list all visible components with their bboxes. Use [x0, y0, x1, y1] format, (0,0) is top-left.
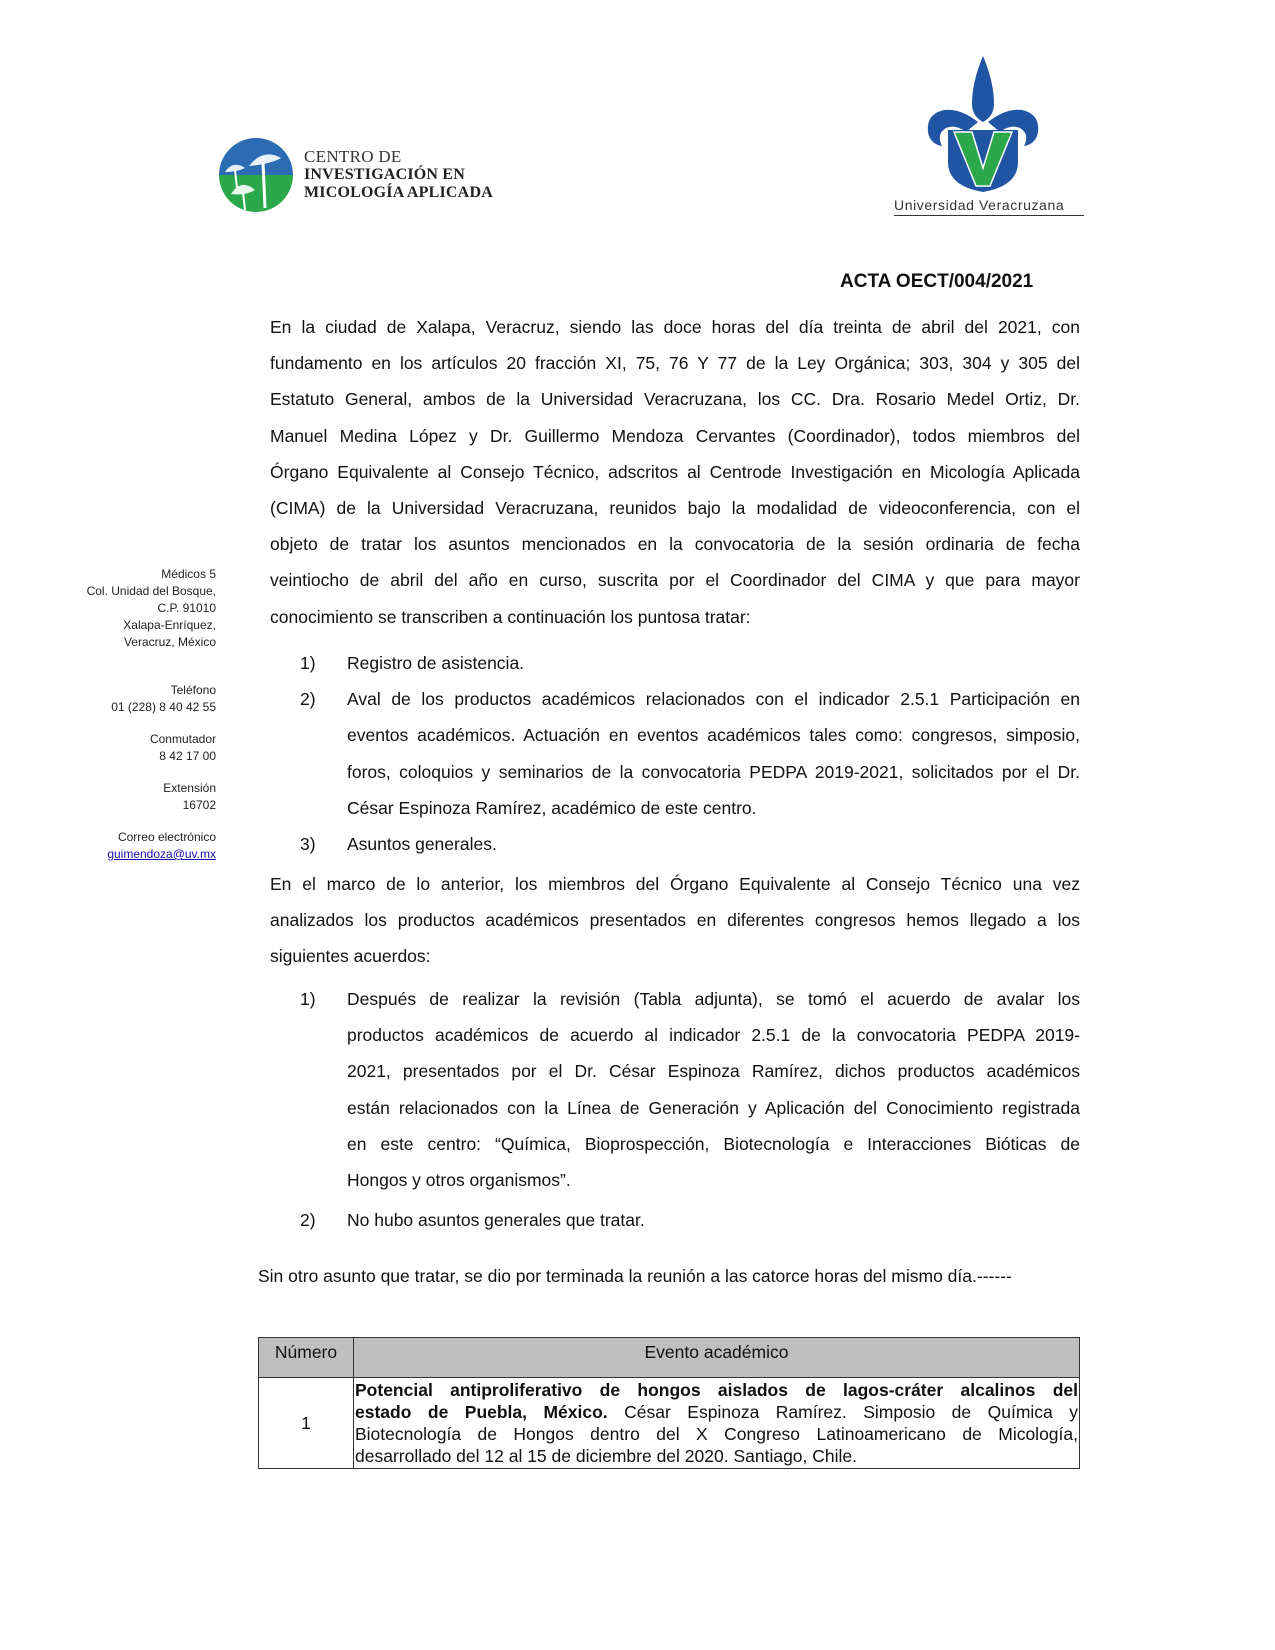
event-detail-line: Biotecnología de Hongos dentro del X Congreso Latinoamericano de Micología,	[355, 1424, 1078, 1444]
column-header-event: Evento académico	[354, 1338, 1080, 1378]
text-line: Aval de los productos académicos relacionados con el indicador 2.5.1 Participación en	[347, 689, 1080, 710]
text-line: Manuel Medina López y Dr. Guillermo Mendoza Cervantes (Coordinador), todos miembros del	[270, 425, 1080, 446]
agreements-list	[300, 981, 1080, 1238]
text-line: Órgano Equivalente al Consejo Técnico, adscritos al Centrode Investigación en Micología Aplicada	[270, 461, 1080, 482]
academic-events-table	[258, 1337, 1080, 1469]
text-line: analizados los productos académicos presentados en diferentes congresos hemos llegado a los	[270, 910, 1080, 931]
fleur-de-lis-icon	[880, 52, 1085, 192]
address-line: C.P. 91010	[157, 601, 216, 615]
text-line: veintiocho de abril del año en curso, suscrita por el Coordinador del CIMA y que para mayor	[270, 570, 1080, 591]
table-row	[259, 1378, 1080, 1469]
email-link[interactable]: guimendoza@uv.mx	[107, 847, 216, 861]
extension-value: 16702	[182, 798, 216, 812]
address-block	[60, 566, 216, 651]
email-block	[60, 829, 216, 863]
mushroom-logo-icon	[219, 138, 293, 212]
text-line: foros, coloquios y seminarios de la convocatoria PEDPA 2019-2021, solicitados por el Dr.	[347, 761, 1080, 782]
uv-name: Universidad Veracruzana	[894, 197, 1084, 216]
phone-value: 01 (228) 8 40 42 55	[111, 700, 216, 714]
email-label: Correo electrónico	[117, 830, 216, 844]
address-line: Médicos 5	[161, 567, 216, 581]
event-title-line: Potencial antiproliferativo de hongos aislados de lagos-cráter alcalinos del	[355, 1380, 1078, 1400]
text-line: fundamento en los artículos 20 fracción XI, 75, 76 Y 77 de la Ley Orgánica; 303, 304 y 305 del	[270, 353, 1080, 374]
table-header-row	[259, 1338, 1080, 1378]
item-number: 1)	[300, 653, 316, 673]
text-line: productos académicos de acuerdo al indicador 2.5.1 de la convocatoria PEDPA 2019-	[347, 1025, 1080, 1046]
analysis-paragraph	[270, 866, 1080, 975]
extension-block	[60, 780, 216, 814]
event-line	[355, 1401, 1078, 1423]
agreement-item	[300, 1202, 1080, 1238]
switchboard-value: 8 42 17 00	[159, 749, 216, 763]
address-line: Xalapa-Enríquez,	[123, 618, 216, 632]
closing-statement: Sin otro asunto que tratar, se dio por terminada la reunión a las catorce horas del mismo día.------	[258, 1266, 1012, 1286]
event-title-line: estado de Puebla, México.	[355, 1402, 608, 1422]
text-line: eventos académicos. Actuación en eventos académicos tales como: congresos, simposio,	[347, 725, 1080, 746]
address-line: Veracruz, México	[123, 635, 216, 649]
address-line: Col. Unidad del Bosque,	[86, 584, 216, 598]
agenda-item	[300, 645, 1080, 681]
contact-sidebar	[60, 566, 216, 878]
phone-label: Teléfono	[170, 683, 216, 697]
text-line: 2021, presentados por el Dr. César Espinoza Ramírez, dichos productos académicos	[347, 1061, 1080, 1082]
agenda-item	[300, 826, 1080, 862]
item-number: 3)	[300, 834, 316, 855]
item-number: 1)	[300, 989, 316, 1009]
cima-logo-line2: INVESTIGACIÓN EN	[304, 165, 466, 183]
row-number: 1	[259, 1378, 354, 1469]
cima-logo-line3: MICOLOGÍA APLICADA	[304, 183, 493, 201]
event-detail-line: desarrollado del 12 al 15 de diciembre del 2020. Santiago, Chile.	[355, 1446, 857, 1466]
text-line: objeto de tratar los asuntos mencionados en la convocatoria de la sesión ordinaria de fecha	[270, 534, 1080, 555]
text-line: Asuntos generales.	[347, 834, 497, 855]
text-line: Hongos y otros organismos”.	[347, 1170, 571, 1191]
text-line: Estatuto General, ambos de la Universidad Veracruzana, los CC. Dra. Rosario Medel Ortiz, Dr.	[270, 389, 1080, 410]
phone-block	[60, 682, 216, 716]
item-number: 2)	[300, 1210, 316, 1231]
text-line: Registro de asistencia.	[347, 653, 525, 673]
text-line: en este centro: “Química, Bioprospección, Biotecnología e Interacciones Bióticas de	[347, 1133, 1080, 1154]
text-line: No hubo asuntos generales que tratar.	[347, 1210, 645, 1231]
text-line: conocimiento se transcriben a continuación los puntosa tratar:	[270, 606, 751, 627]
text-line: En el marco de lo anterior, los miembros del Órgano Equivalente al Consejo Técnico una vez	[270, 874, 1080, 894]
acta-title: ACTA OECT/004/2021	[840, 271, 1034, 292]
intro-paragraph	[270, 309, 1080, 635]
text-line: (CIMA) de la Universidad Veracruzana, reunidos bajo la modalidad de videoconferencia, con el	[270, 498, 1080, 519]
text-line: están relacionados con la Línea de Generación y Aplicación del Conocimiento registrada	[347, 1097, 1080, 1118]
row-event	[354, 1378, 1080, 1469]
item-number: 2)	[300, 689, 316, 710]
text-line: En la ciudad de Xalapa, Veracruz, siendo las doce horas del día treinta de abril del 2021, con	[270, 317, 1080, 337]
text-line: César Espinoza Ramírez, académico de este centro.	[347, 797, 757, 818]
event-detail: César Espinoza Ramírez. Simposio de Química y	[607, 1402, 1078, 1422]
extension-label: Extensión	[163, 781, 216, 795]
column-header-number: Número	[259, 1338, 354, 1378]
cima-logo	[219, 137, 519, 212]
agenda-list	[300, 645, 1080, 862]
switchboard-block	[60, 731, 216, 765]
switchboard-label: Conmutador	[149, 732, 216, 746]
agreement-item	[300, 981, 1080, 1198]
text-line: Después de realizar la revisión (Tabla adjunta), se tomó el acuerdo de avalar los	[347, 989, 1080, 1009]
agenda-item	[300, 681, 1080, 826]
uv-logo	[880, 52, 1085, 222]
text-line: siguientes acuerdos:	[270, 946, 431, 967]
cima-logo-line1: CENTRO DE	[304, 146, 402, 166]
